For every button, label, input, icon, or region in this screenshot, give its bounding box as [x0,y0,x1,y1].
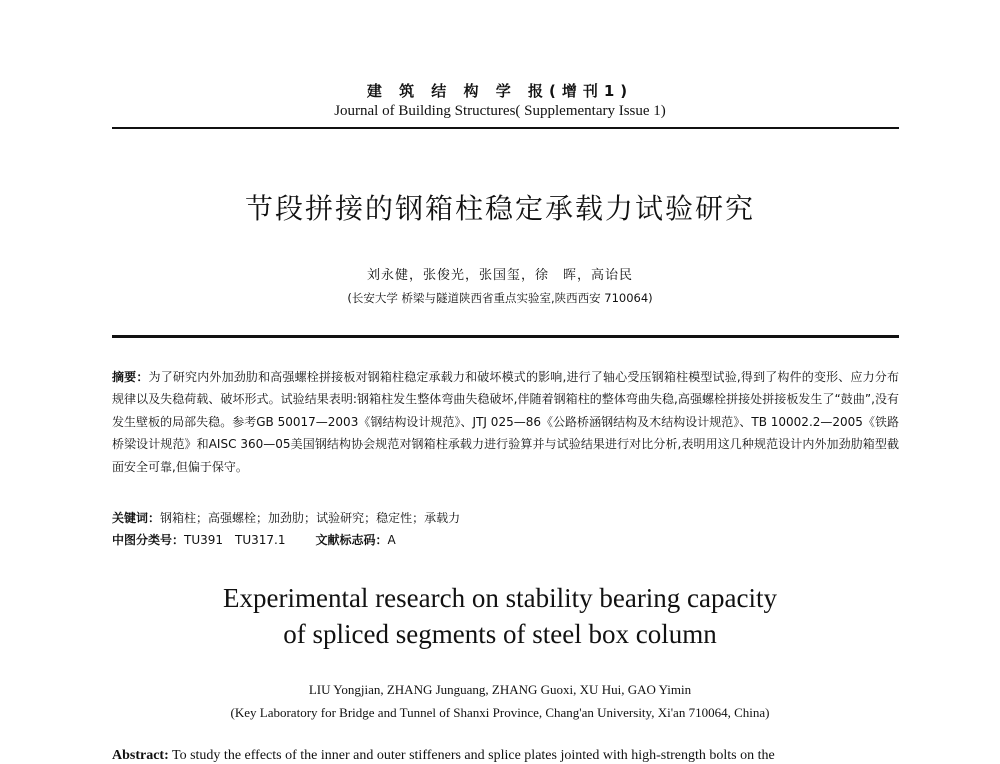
keywords-cn [112,508,899,528]
keyword-item: 钢箱柱； [160,511,209,525]
abstract-cn-text: 为了研究内外加劲肋和高强螺栓拼接板对钢箱柱稳定承载力和破坏模式的影响,进行了轴心受压钢箱柱模型试验,得到了构件的变形、应力分布规律以及失稳荷载、破坏形式。试验结果表明:钢箱柱发生整体弯曲失稳破坏,伴随着钢箱柱的整体弯曲失稳,高强螺栓拼接处拼接板发生了“鼓曲”,没有发生壁板的局部失稳。参考GB 50017—2003《钢结构设计规范》、JTJ 025—86《公路桥涵钢结构及木结构设计规范》、TB 10002.2—2005《铁路桥梁设计规范》和AISC 360—05美国钢结构协会规范对钢箱柱承载力进行验算并与试验结果进行对比分析,表明用这几种规范设计内外加劲肋箱型截面安全可靠,但偏于保守。 [112,370,899,474]
title-divider [112,335,899,338]
document-code: A [387,533,396,547]
document-code-label: 文献标志码： [315,533,388,547]
journal-name-cn: 建 筑 结 构 学 报(增刊1) [366,82,634,100]
classification-label: 中图分类号： [112,533,185,547]
paper-title-cn: 节段拼接的钢箱柱稳定承载力试验研究 [244,192,755,225]
journal-name-en: Journal of Building Structures( Supplementary Issue 1) [334,103,666,119]
affiliation-en: (Key Laboratory for Bridge and Tunnel of Shanxi Province, Chang'an University, Xi'an 710064, China) [230,705,770,720]
keyword-item: 高强螺栓； [208,511,269,525]
keyword-item: 稳定性； [376,511,425,525]
author-list-en: LIU Yongjian, ZHANG Junguang, ZHANG Guoxi, XU Hui, GAO Yimin [308,682,692,697]
abstract-cn-label: 摘要： [112,370,149,384]
classification-line [112,530,899,550]
header-divider [112,127,899,129]
keywords-label: 关键词： [112,511,161,525]
abstract-en-label: Abstract: [112,748,169,763]
abstract-en-text: To study the effects of the inner and outer stiffeners and splice plates jointed with high-strength bolts on the [172,748,775,763]
classification-codes: TU391 TU317.1 [184,533,286,547]
abstract-en [112,748,899,764]
keyword-item: 试验研究； [316,511,377,525]
paper-title-en [0,580,1000,652]
paper-title-en-line-2: of spliced segments of steel box column [283,619,717,649]
keyword-item: 加劲肋； [268,511,317,525]
author-list-cn: 刘永健，张俊光，张国玺，徐 晖，高诒民 [366,268,633,283]
abstract-cn [112,366,899,478]
keyword-item: 承载力 [424,511,461,525]
affiliation-cn: (长安大学 桥梁与隧道陕西省重点实验室,陕西西安 710064) [347,291,653,305]
paper-title-en-line-1: Experimental research on stability bearing capacity [222,583,777,613]
